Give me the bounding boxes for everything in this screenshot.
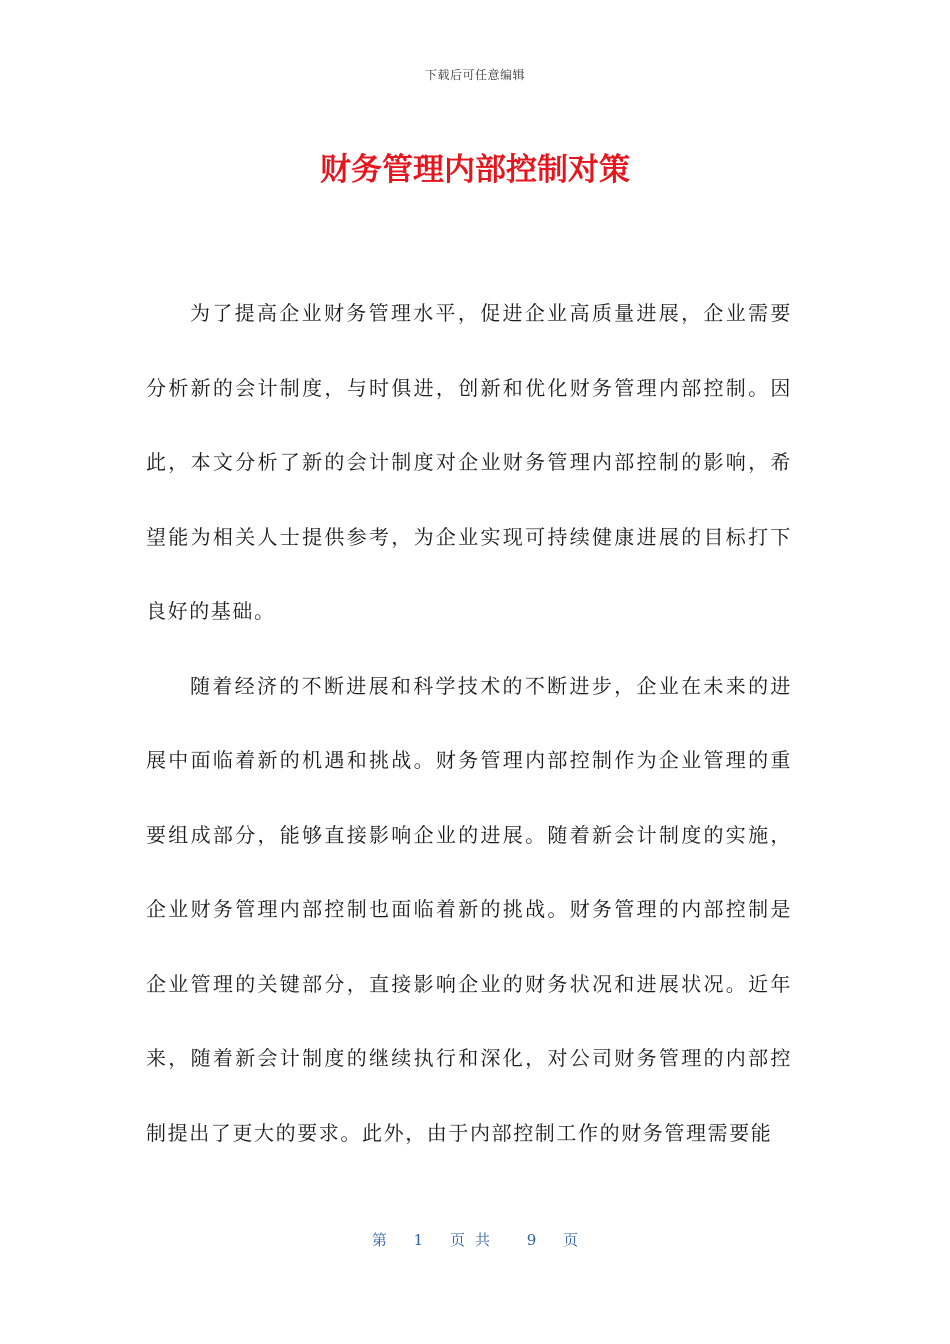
footer-suffix: 页: [563, 1231, 579, 1249]
document-title: 财务管理内部控制对策: [320, 152, 630, 188]
paragraph-1: 为了提高企业财务管理水平，促进企业高质量进展，企业需要分析新的会计制度，与时俱进，创新和优化财务管理内部控制。因此，本文分析了新的会计制度对企业财务管理内部控制的影响，希望能为相关人士提供参考，为企业实现可持续健康进展的目标打下良好的基础。: [146, 301, 792, 623]
footer-total-pages: 9: [526, 1231, 537, 1249]
page-header-note: 下载后可任意编辑: [424, 68, 525, 82]
footer-current-page: 1: [413, 1231, 424, 1249]
page-footer: [0, 1229, 950, 1250]
footer-prefix: 第: [371, 1231, 387, 1249]
paragraph-2: 随着经济的不断进展和科学技术的不断进步，企业在未来的进展中面临着新的机遇和挑战。财务管理内部控制作为企业管理的重要组成部分，能够直接影响企业的进展。随着新会计制度的实施，企业财务管理内部控制也面临着新的挑战。财务管理的内部控制是企业管理的关键部分，直接影响企业的财务状况和进展状况。近年来，随着新会计制度的继续执行和深化，对公司财务管理的内部控制提出了更大的要求。此外，由于内部控制工作的财务管理需要能: [146, 673, 792, 1145]
footer-middle: 页共: [449, 1231, 500, 1249]
document-body: [146, 276, 792, 1170]
